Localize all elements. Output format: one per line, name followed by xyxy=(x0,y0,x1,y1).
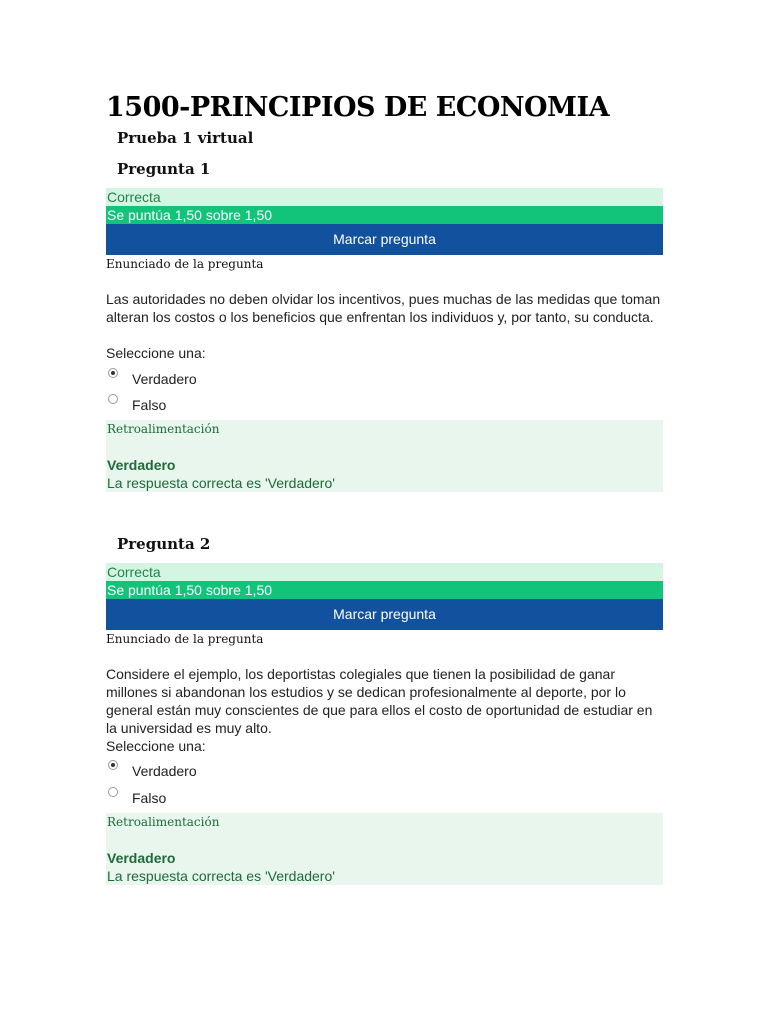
radio-selected-icon[interactable] xyxy=(108,760,118,770)
question-heading: Pregunta 2 xyxy=(117,535,211,553)
option-label: Falso xyxy=(132,790,167,806)
question-state: Correcta xyxy=(106,188,663,206)
option-label: Verdadero xyxy=(132,763,197,779)
feedback-text: La respuesta correcta es 'Verdadero' xyxy=(107,868,335,884)
question-grade: Se puntúa 1,50 sobre 1,50 xyxy=(106,581,663,599)
radio-selected-icon[interactable] xyxy=(108,368,118,378)
question-text: Las autoridades no deben olvidar los incentivos, pues muchas de las medidas que toman alteran los costos o los beneficios que enfrentan los individuos y, por tanto, su conducta. xyxy=(106,291,661,325)
question-state: Correcta xyxy=(106,563,663,581)
radio-unselected-icon[interactable] xyxy=(108,394,118,404)
flag-question-button[interactable]: Marcar pregunta xyxy=(106,224,663,255)
option-label: Verdadero xyxy=(132,371,197,387)
question-prompt: Seleccione una: xyxy=(106,738,206,754)
question-grade: Se puntúa 1,50 sobre 1,50 xyxy=(106,206,663,224)
radio-unselected-icon[interactable] xyxy=(108,787,118,797)
question-prompt: Seleccione una: xyxy=(106,345,206,361)
feedback-label: Retroalimentación xyxy=(107,422,220,436)
option-label: Falso xyxy=(132,397,167,413)
feedback-label: Retroalimentación xyxy=(107,815,220,829)
flag-question-button[interactable]: Marcar pregunta xyxy=(106,599,663,630)
question-heading: Pregunta 1 xyxy=(117,160,211,178)
question-stem-label: Enunciado de la pregunta xyxy=(106,257,264,271)
feedback-box xyxy=(106,813,663,885)
question-stem-label: Enunciado de la pregunta xyxy=(106,632,264,646)
feedback-text: La respuesta correcta es 'Verdadero' xyxy=(107,475,335,491)
feedback-answer: Verdadero xyxy=(107,457,176,473)
document-title: 1500-PRINCIPIOS DE ECONOMIA xyxy=(106,92,610,123)
document-subtitle: Prueba 1 virtual xyxy=(117,129,254,147)
feedback-box xyxy=(106,420,663,492)
feedback-answer: Verdadero xyxy=(107,850,176,866)
question-text: Considere el ejemplo, los deportistas colegiales que tienen la posibilidad de ganar millones si abandonan los estudios y se dedican profesionalmente al deporte, por lo general están muy conscientes de que para ellos el costo de oportunidad de estudiar en la universidad es muy alto. xyxy=(106,666,653,736)
